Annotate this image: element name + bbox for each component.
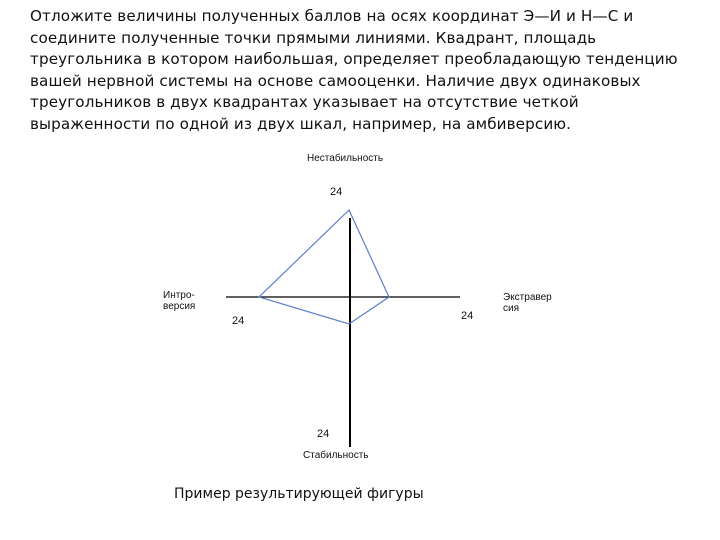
figure-caption: Пример результирующей фигуры <box>174 486 424 502</box>
instructions-text: Отложите величины полученных баллов на осях координат Э—И и Н—С и соедините полученные точки прямыми линиями. Квадрант, площадь треугольника в котором наибольшая, определяет преобладающую тенденцию вашей нервной системы на основе самооценки. Наличие двух одинаковых треугольников в двух квадрантах указывает на отсутствие четкой выраженности по одной из двух шкал, например, на амбиверсию. <box>30 7 678 133</box>
right-value: 24 <box>461 310 474 322</box>
result-figure <box>259 210 389 324</box>
right-axis-label: Экстравер сия <box>503 292 552 314</box>
bottom-value: 24 <box>317 428 330 440</box>
bottom-axis-label: Стабильность <box>303 450 369 461</box>
top-value: 24 <box>330 186 343 198</box>
left-axis-label: Интро- версия <box>163 290 196 312</box>
left-value: 24 <box>232 315 245 327</box>
top-axis-label: Нестабильность <box>307 153 384 164</box>
